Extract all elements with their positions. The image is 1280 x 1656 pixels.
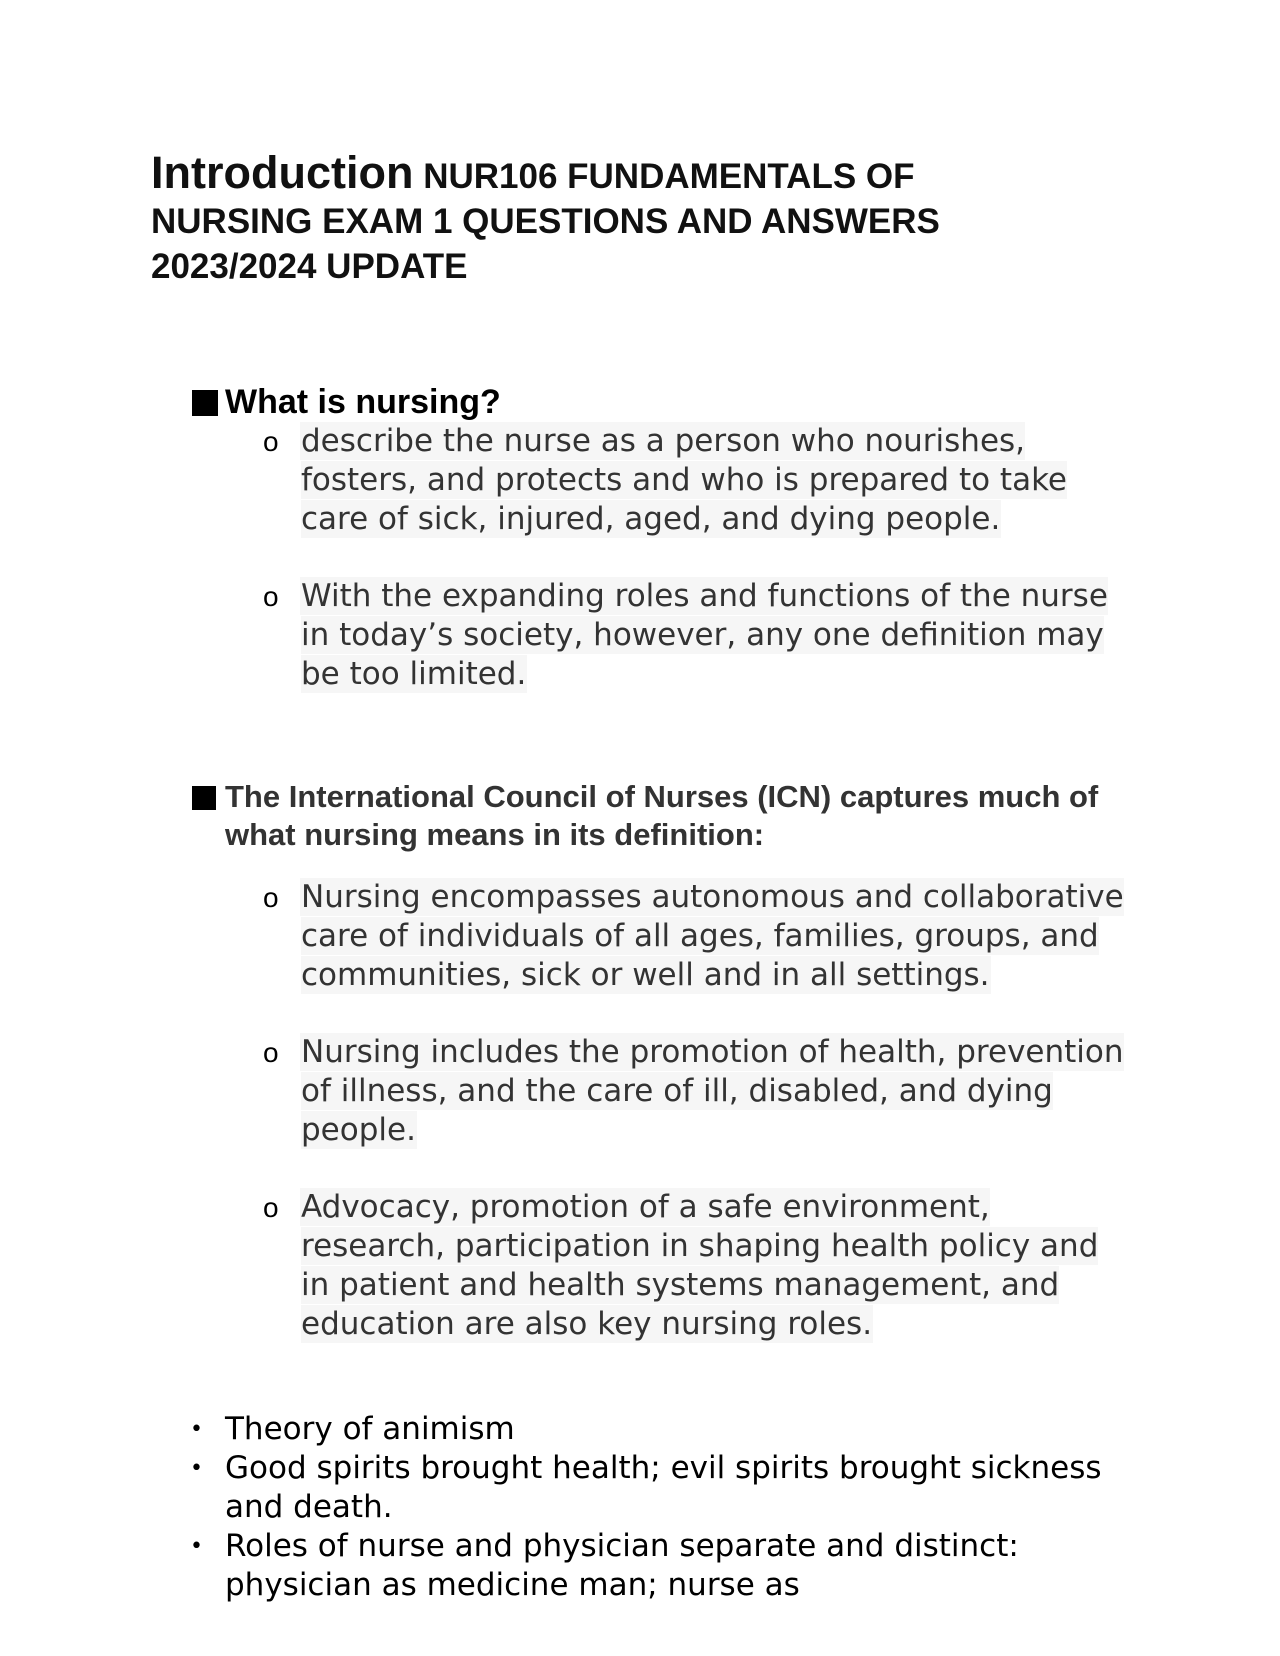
list-item-text: Theory of animism xyxy=(225,1411,515,1447)
sub-item xyxy=(190,1033,1130,1150)
section-what-is-nursing xyxy=(190,382,1130,694)
title-rest: NUR106 FUNDAMENTALS OF NURSING EXAM 1 QUESTIONS AND ANSWERS 2023/2024 UPDATE xyxy=(151,157,940,286)
list-item xyxy=(190,1527,1140,1605)
list-item xyxy=(190,1410,1140,1449)
document-title xyxy=(151,147,1051,289)
question-heading-text: What is nursing? xyxy=(225,383,501,421)
dot-bullet-icon: • xyxy=(190,1534,203,1559)
list-item xyxy=(190,1449,1140,1527)
title-lead: Introduction xyxy=(151,147,414,198)
section-icn-definition xyxy=(190,778,1130,1344)
dot-bullet-icon: • xyxy=(190,1456,203,1481)
bullet-list xyxy=(190,1410,1140,1605)
circle-bullet-icon: o xyxy=(263,1192,279,1223)
circle-bullet-icon: o xyxy=(263,1037,279,1068)
square-bullet-icon xyxy=(192,390,218,416)
sub-item xyxy=(190,1188,1130,1344)
circle-bullet-icon: o xyxy=(263,426,279,457)
sub-item-text: Nursing includes the promotion of health, prevention of illness, and the care of ill, disabled, and dying people. xyxy=(301,1034,1124,1148)
circle-bullet-icon: o xyxy=(263,882,279,913)
list-item-text: Roles of nurse and physician separate and distinct: physician as medicine man; nurse as xyxy=(225,1528,1019,1603)
question-heading-text: The International Council of Nurses (ICN) captures much of what nursing means in its definition: xyxy=(225,779,1099,852)
question-heading xyxy=(190,778,1130,854)
sub-item-text: Advocacy, promotion of a safe environment, research, participation in shaping health policy and in patient and health systems management, and education are also key nursing roles. xyxy=(301,1189,1099,1342)
sub-item-text: Nursing encompasses autonomous and collaborative care of individuals of all ages, families, groups, and communities, sick or well and in all settings. xyxy=(301,879,1124,993)
sub-item xyxy=(190,577,1130,694)
list-item-text: Good spirits brought health; evil spirits brought sickness and death. xyxy=(225,1450,1102,1525)
circle-bullet-icon: o xyxy=(263,581,279,612)
square-bullet-icon xyxy=(192,786,216,810)
sub-item-text: With the expanding roles and functions of the nurse in today’s society, however, any one definition may be too limited. xyxy=(301,578,1108,692)
sub-item xyxy=(190,422,1130,539)
sub-item-text: describe the nurse as a person who nourishes, fosters, and protects and who is prepared to take care of sick, injured, aged, and dying people. xyxy=(301,423,1067,537)
dot-bullet-icon: • xyxy=(190,1417,203,1442)
sub-item xyxy=(190,878,1130,995)
question-heading xyxy=(190,382,1130,422)
